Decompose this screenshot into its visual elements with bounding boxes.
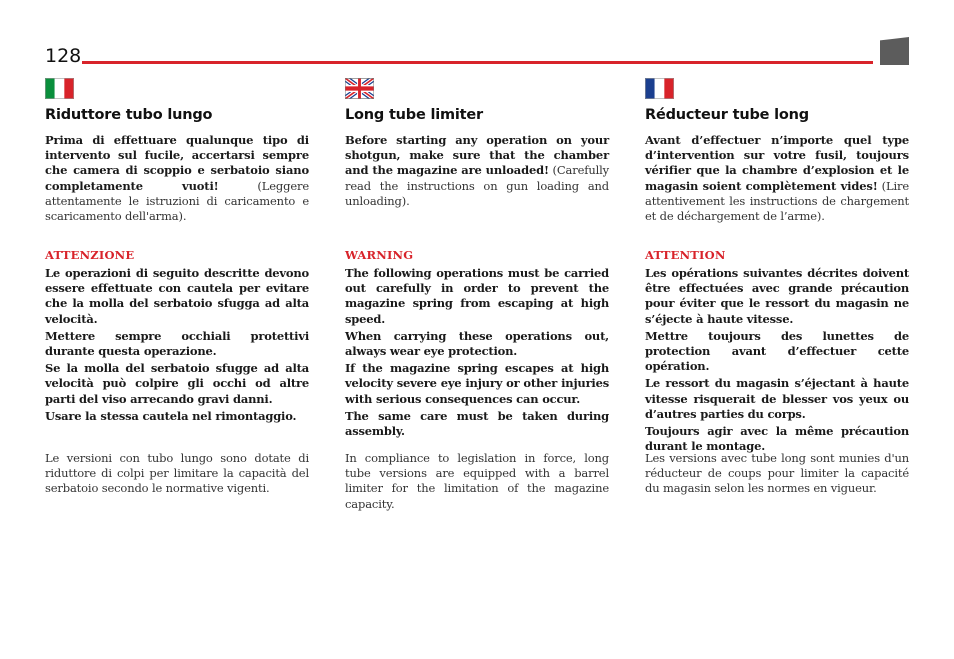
warning-paragraph: If the magazine spring escapes at high velocity severe eye injury or other injuries with serious consequences can occur. bbox=[345, 361, 609, 406]
warning-paragraph: Toujours agir avec la même précaution durant le montage. bbox=[645, 424, 909, 454]
uk-flag-icon bbox=[345, 78, 374, 99]
warning-paragraph: When carrying these operations out, always wear eye protection. bbox=[345, 328, 609, 359]
intro-bold: Prima di effettuare qualunque tipo di intervento sul fucile, accertarsi sempre che camera di scoppio e serbatoio siano completamente vuoti! bbox=[45, 133, 309, 193]
warning-title: ATTENZIONE bbox=[45, 248, 135, 262]
warning-title: WARNING bbox=[345, 248, 414, 262]
intro-text bbox=[345, 133, 609, 209]
warning-body bbox=[345, 266, 609, 441]
france-flag-icon bbox=[645, 78, 674, 99]
header-rule bbox=[82, 61, 873, 64]
warning-paragraph: Se la molla del serbatoio sfugge ad alta velocità può colpire gli occhi od altre parti del viso arrecando gravi danni. bbox=[45, 361, 309, 406]
column-italian bbox=[45, 78, 309, 496]
outro-text: Le versioni con tubo lungo sono dotate di riduttore di colpi per limitare la capacità del serbatoio secondo le normative vigenti. bbox=[45, 451, 309, 496]
warning-paragraph: Les opérations suivantes décrites doivent être effectuées avec grande précaution pour éviter que le ressort du magasin ne s’éjecte à haute vitesse. bbox=[645, 266, 909, 326]
intro-bold: Avant d’effectuer n’importe quel type d’intervention sur votre fusil, toujours vérifier que la chambre d’explosion et le magasin soient complètement vides! bbox=[645, 133, 909, 193]
warning-body bbox=[645, 266, 909, 456]
column-english bbox=[345, 78, 609, 511]
warning-paragraph: Le operazioni di seguito descritte devono essere effettuate con cautela per evitare che la molla del serbatoio sfugga ad alta velocità. bbox=[45, 266, 309, 326]
intro-text bbox=[645, 133, 909, 224]
intro-text bbox=[45, 133, 309, 224]
warning-paragraph: Mettre toujours des lunettes de protection avant d’effectuer cette opération. bbox=[645, 328, 909, 374]
warning-paragraph: Le ressort du magasin s’éjectant à haute vitesse risquerait de blesser vos yeux ou d’autres parties du corps. bbox=[645, 376, 909, 421]
intro-normal: (Leggere attentamente le istruzioni di caricamento e scaricamento dell'arma). bbox=[45, 178, 309, 224]
outro-text: In compliance to legislation in force, long tube versions are equipped with a barrel limiter for the limitation of the magazine capacity. bbox=[345, 451, 609, 511]
intro-normal: (Carefully read the instructions on gun loading and unloading). bbox=[345, 163, 609, 208]
warning-paragraph: Usare la stessa cautela nel rimontaggio. bbox=[45, 408, 297, 423]
intro-bold: Before starting any operation on your shotgun, make sure that the chamber and the magazine are unloaded! bbox=[345, 133, 609, 178]
warning-title: ATTENTION bbox=[645, 248, 726, 262]
warning-paragraph: The following operations must be carried out carefully in order to prevent the magazine spring from escaping at high speed. bbox=[345, 266, 609, 326]
intro-normal: (Lire attentivement les instructions de chargement et de déchargement de l’arme). bbox=[645, 178, 909, 224]
section-title: Long tube limiter bbox=[345, 107, 484, 123]
page-number: 128 bbox=[45, 45, 82, 67]
column-french bbox=[645, 78, 909, 496]
warning-body bbox=[45, 266, 309, 426]
warning-paragraph: Mettere sempre occhiali protettivi durante questa operazione. bbox=[45, 328, 309, 359]
section-title: Riduttore tubo lungo bbox=[45, 107, 213, 123]
warning-paragraph: The same care must be taken during assembly. bbox=[345, 408, 609, 439]
section-title: Réducteur tube long bbox=[645, 107, 809, 123]
corner-tab bbox=[880, 37, 909, 65]
italy-flag-icon bbox=[45, 78, 74, 99]
outro-text: Les versions avec tube long sont munies d'un réducteur de coups pour limiter la capacité du magasin selon les normes en vigueur. bbox=[645, 451, 909, 496]
